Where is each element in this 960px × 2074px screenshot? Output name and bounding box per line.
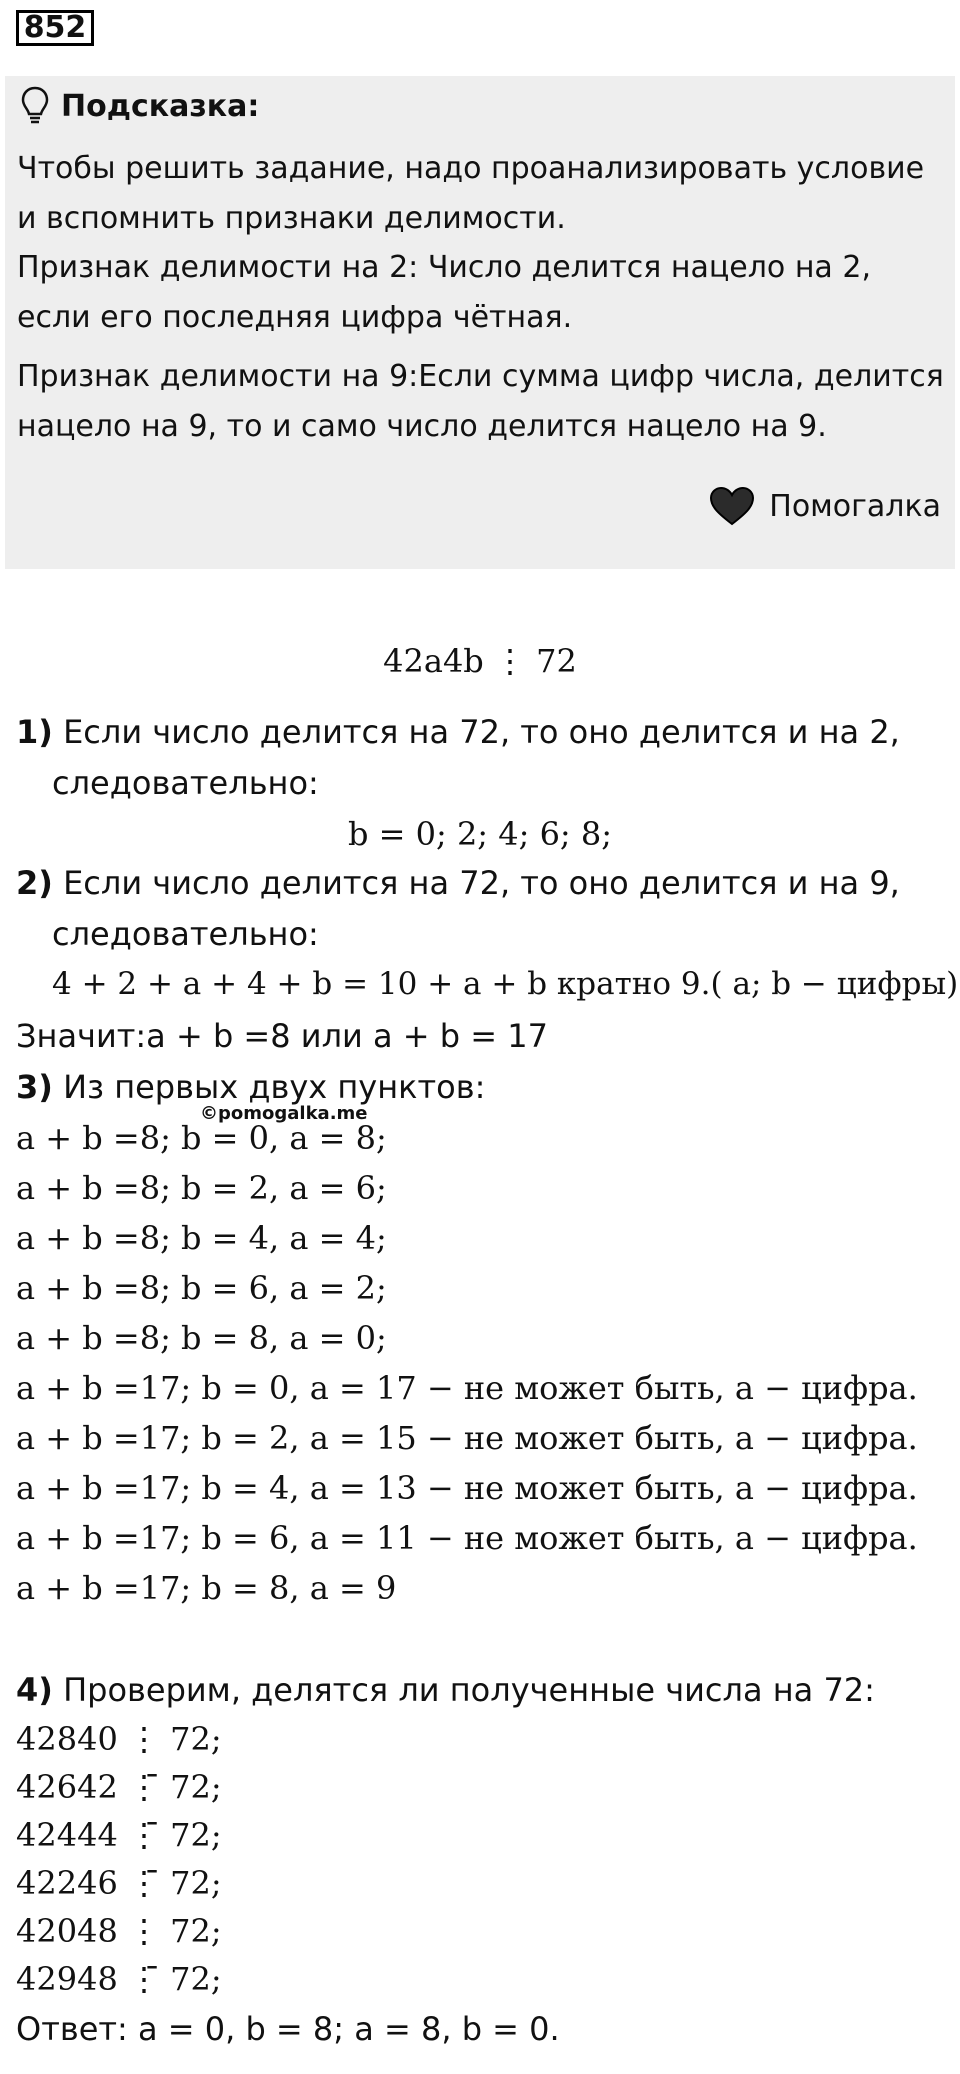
step-2-conclusion: Значит:a + b =8 или a + b = 17 bbox=[16, 1017, 548, 1055]
heart-icon bbox=[709, 486, 755, 526]
step-2-continuation: следовательно: bbox=[52, 915, 319, 953]
step-3 bbox=[16, 1068, 485, 1106]
check-line: 42840 ⋮ 72; bbox=[16, 1720, 222, 1758]
step-2-formula: 4 + 2 + a + 4 + b = 10 + a + b кратно 9.( a; b − цифры) bbox=[52, 966, 959, 1002]
answer: Ответ: a = 0, b = 8; a = 8, b = 0. bbox=[16, 2010, 560, 2048]
hint-paragraph-2: Признак делимости на 2: Число делится нацело на 2, если его последняя цифра чётная. bbox=[17, 250, 871, 335]
case-line: a + b =17; b = 8, a = 9 bbox=[16, 1569, 397, 1607]
step-1-number: 1) bbox=[16, 713, 53, 751]
case-line: a + b =8; b = 8, a = 0; bbox=[16, 1319, 387, 1357]
step-3-number: 3) bbox=[16, 1068, 53, 1106]
lightbulb-icon bbox=[21, 86, 49, 126]
brand bbox=[709, 486, 941, 526]
hint-box bbox=[5, 76, 955, 569]
case-line: a + b =17; b = 0, a = 17 − не может быть, a − цифра. bbox=[16, 1369, 918, 1407]
step-2 bbox=[16, 864, 900, 902]
hint-paragraph-1: Чтобы решить задание, надо проанализировать условие и вспомнить признаки делимости. bbox=[17, 151, 925, 236]
case-line: a + b =8; b = 2, a = 6; bbox=[16, 1169, 387, 1207]
check-line: 42948 ⋮̄ 72; bbox=[16, 1960, 222, 1998]
check-line: 42642 ⋮̄ 72; bbox=[16, 1768, 222, 1806]
case-line: a + b =17; b = 6, a = 11 − не может быть, a − цифра. bbox=[16, 1519, 918, 1557]
step-2-number: 2) bbox=[16, 864, 53, 902]
hint-title bbox=[21, 86, 259, 126]
problem-heading: 42a4b ⋮ 72 bbox=[383, 642, 577, 680]
step-4-text: Проверим, делятся ли полученные числа на 72: bbox=[63, 1671, 875, 1709]
hint-title-text: Подсказка: bbox=[61, 88, 260, 124]
case-line: a + b =17; b = 2, a = 15 − не может быть, a − цифра. bbox=[16, 1419, 918, 1457]
brand-name: Помогалка bbox=[769, 488, 941, 524]
step-2-text: Если число делится на 72, то оно делится и на 9, bbox=[63, 864, 900, 902]
step-1-text: Если число делится на 72, то оно делится и на 2, bbox=[63, 713, 900, 751]
step-1-continuation: следовательно: bbox=[52, 764, 319, 802]
hint-paragraph-3: Признак делимости на 9:Если сумма цифр числа, делится нацело на 9, то и само число делится нацело на 9. bbox=[17, 359, 944, 444]
task-number: 852 bbox=[16, 10, 94, 46]
case-line: a + b =8; b = 0, a = 8; bbox=[16, 1119, 387, 1157]
step-1 bbox=[16, 713, 900, 751]
step-3-text: Из первых двух пунктов: bbox=[63, 1068, 486, 1106]
check-line: 42246 ⋮̄ 72; bbox=[16, 1864, 222, 1902]
case-line: a + b =17; b = 4, a = 13 − не может быть, a − цифра. bbox=[16, 1469, 918, 1507]
step-1-result: b = 0; 2; 4; 6; 8; bbox=[347, 815, 613, 853]
case-line: a + b =8; b = 4, a = 4; bbox=[16, 1219, 387, 1257]
watermark: ©pomogalka.me bbox=[200, 1103, 368, 1124]
step-4-number: 4) bbox=[16, 1671, 53, 1709]
case-line: a + b =8; b = 6, a = 2; bbox=[16, 1269, 387, 1307]
check-line: 42444 ⋮̄ 72; bbox=[16, 1816, 222, 1854]
step-4 bbox=[16, 1671, 875, 1709]
check-line: 42048 ⋮ 72; bbox=[16, 1912, 222, 1950]
